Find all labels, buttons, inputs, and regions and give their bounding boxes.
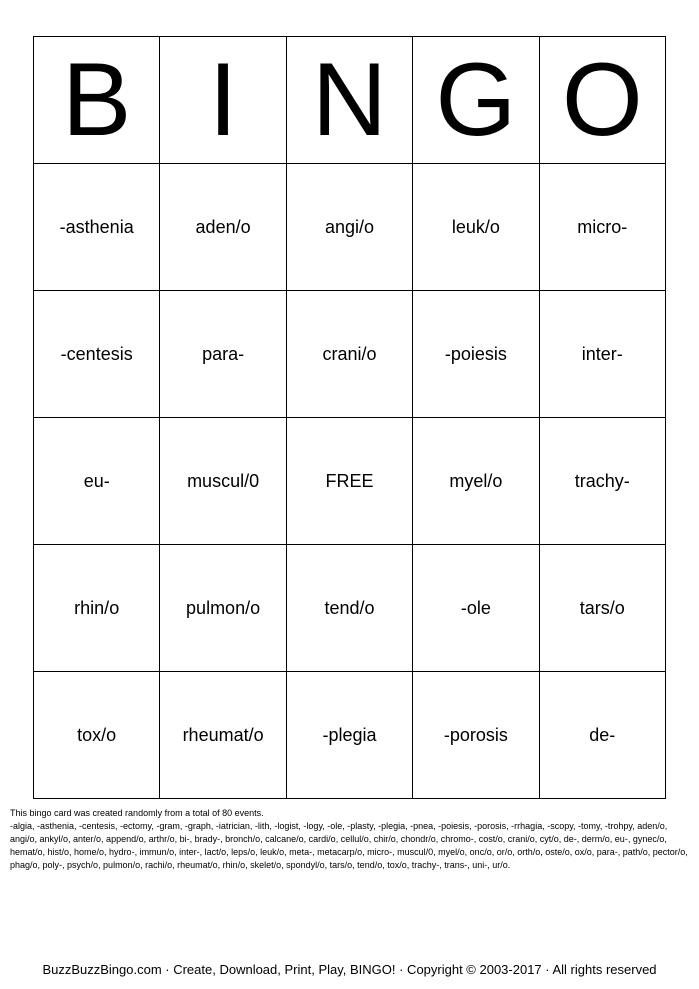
bingo-cell: muscul/0	[160, 418, 286, 545]
bingo-cell: micro-	[539, 164, 665, 291]
bingo-row	[34, 164, 666, 291]
bingo-cell: -porosis	[413, 672, 539, 799]
bingo-cell: -centesis	[34, 291, 160, 418]
bingo-header-row	[34, 37, 666, 164]
bingo-cell: inter-	[539, 291, 665, 418]
header-letter-n: N	[286, 37, 412, 164]
bingo-cell: angi/o	[286, 164, 412, 291]
bingo-card	[33, 36, 666, 799]
card-info-block	[10, 807, 689, 872]
bingo-cell: rheumat/o	[160, 672, 286, 799]
event-list: -algia, -asthenia, -centesis, -ectomy, -gram, -graph, -iatrician, -lith, -logist, -logy, -ole, -plasty, -plegia, -pnea, -poiesis, -porosis, -rrhagia, -scopy, -tomy, -trohpy, aden/o, angi/o, ankyl/o, anter/o, append/o, arthr/o, bi-, brady-, bronch/o, calcane/o, cardi/o, cellul/o, chir/o, chondr/o, chromo-, cost/o, crani/o, cyt/o, de-, derm/o, eu-, gynec/o, hemat/o, hist/o, home/o, hydro-, immun/o, inter-, lact/o, leps/o, leuk/o, meta-, metacarp/o, micro-, muscul/0, myel/o, onc/o, or/o, orth/o, oste/o, ox/o, para-, path/o, pector/o, phag/o, poly-, psych/o, pulmon/o, rachi/o, rheumat/o, rhin/o, skelet/o, spondyl/o, tars/o, tend/o, tox/o, trachy-, trans-, uni-, ur/o.	[10, 821, 688, 870]
header-letter-i: I	[160, 37, 286, 164]
free-space-cell: FREE	[286, 418, 412, 545]
bingo-cell: para-	[160, 291, 286, 418]
bingo-cell: tars/o	[539, 545, 665, 672]
bingo-cell: -poiesis	[413, 291, 539, 418]
bingo-cell: tox/o	[34, 672, 160, 799]
card-info-intro: This bingo card was created randomly from a total of 80 events.	[10, 808, 264, 818]
bingo-row	[34, 545, 666, 672]
bingo-cell: -asthenia	[34, 164, 160, 291]
bingo-cell: tend/o	[286, 545, 412, 672]
bingo-row	[34, 291, 666, 418]
header-letter-o: O	[539, 37, 665, 164]
bingo-cell: crani/o	[286, 291, 412, 418]
bingo-row	[34, 672, 666, 799]
bingo-cell: eu-	[34, 418, 160, 545]
page-footer: BuzzBuzzBingo.com · Create, Download, Print, Play, BINGO! · Copyright © 2003-2017 · All rights reserved	[42, 962, 657, 977]
bingo-cell: -plegia	[286, 672, 412, 799]
bingo-row	[34, 418, 666, 545]
bingo-cell: trachy-	[539, 418, 665, 545]
bingo-cell: leuk/o	[413, 164, 539, 291]
header-letter-b: B	[34, 37, 160, 164]
header-letter-g: G	[413, 37, 539, 164]
bingo-cell: de-	[539, 672, 665, 799]
bingo-cell: pulmon/o	[160, 545, 286, 672]
bingo-cell: -ole	[413, 545, 539, 672]
bingo-cell: aden/o	[160, 164, 286, 291]
bingo-cell: myel/o	[413, 418, 539, 545]
bingo-cell: rhin/o	[34, 545, 160, 672]
